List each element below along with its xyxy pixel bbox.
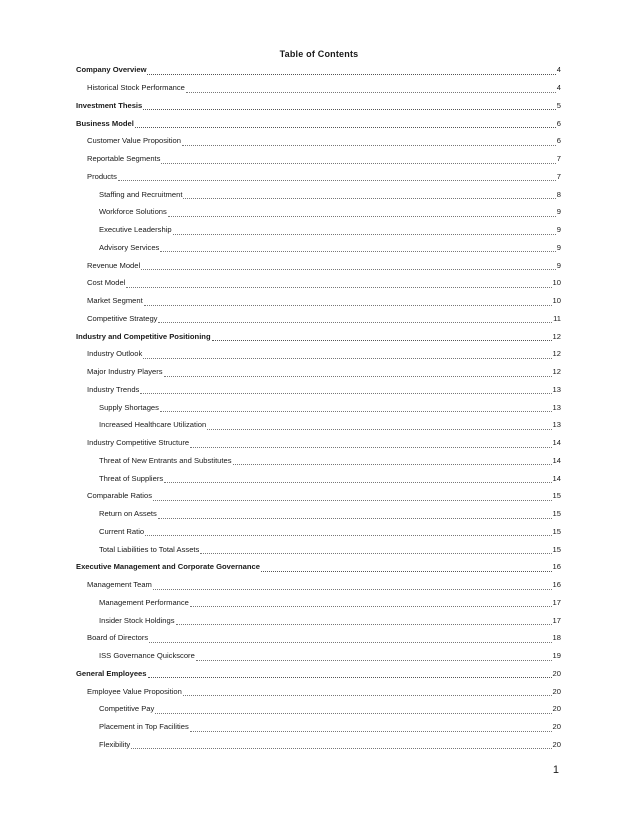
toc-entry-label: Executive Management and Corporate Governance (76, 562, 260, 572)
toc-entry-page-number: 15 (552, 509, 561, 519)
toc-entry-label: General Employees (76, 668, 147, 678)
toc-entry[interactable] (76, 97, 561, 115)
toc-entry-label: Staffing and Recruitment (99, 189, 183, 199)
dot-leader (160, 242, 555, 252)
toc-entry-page-number: 7 (556, 154, 561, 164)
toc-entry[interactable] (76, 469, 561, 487)
dot-leader (182, 136, 556, 146)
toc-entry-label: ISS Governance Quickscore (99, 651, 195, 661)
dot-leader (190, 438, 551, 448)
dot-leader (158, 509, 552, 519)
dot-leader (143, 349, 551, 359)
toc-entry[interactable] (76, 256, 561, 274)
toc-entry-label: Business Model (76, 118, 134, 128)
dot-leader (158, 313, 552, 323)
toc-entry[interactable] (76, 558, 561, 576)
toc-entry[interactable] (76, 611, 561, 629)
dot-leader (153, 491, 552, 501)
toc-entry-page-number: 14 (552, 473, 561, 483)
toc-entry-label: Threat of New Entrants and Substitutes (99, 455, 232, 465)
toc-entry[interactable] (76, 576, 561, 594)
dot-leader (153, 580, 552, 590)
dot-leader (135, 118, 556, 128)
toc-entry-page-number: 8 (556, 189, 561, 199)
toc-entry[interactable] (76, 310, 561, 328)
toc-entry-label: Industry and Competitive Positioning (76, 331, 211, 341)
toc-entry-page-number: 9 (556, 225, 561, 235)
toc-entry[interactable] (76, 239, 561, 257)
dot-leader (173, 225, 556, 235)
toc-entry[interactable] (76, 452, 561, 470)
toc-entry[interactable] (76, 700, 561, 718)
toc-entry[interactable] (76, 274, 561, 292)
toc-entry-label: Placement in Top Facilities (99, 722, 189, 732)
toc-entry[interactable] (76, 505, 561, 523)
toc-entry-page-number: 13 (552, 420, 561, 430)
dot-leader (140, 384, 551, 394)
toc-entry-page-number: 12 (552, 331, 561, 341)
toc-entry[interactable] (76, 434, 561, 452)
toc-entry-label: Comparable Ratios (87, 491, 152, 501)
toc-entry-page-number: 20 (552, 668, 561, 678)
dot-leader (176, 615, 552, 625)
toc-entry-page-number: 10 (552, 296, 561, 306)
toc-entry-page-number: 20 (552, 704, 561, 714)
toc-entry-label: Historical Stock Performance (87, 83, 185, 93)
toc-entry[interactable] (76, 594, 561, 612)
toc-entry-label: Market Segment (87, 296, 143, 306)
dot-leader (200, 544, 551, 554)
dot-leader (148, 668, 552, 678)
toc-entry-label: Advisory Services (99, 242, 160, 252)
toc-entry-page-number: 16 (552, 580, 561, 590)
dot-leader (161, 154, 555, 164)
dot-leader (196, 651, 552, 661)
toc-entry-label: Supply Shortages (99, 402, 159, 412)
toc-entry-label: Industry Competitive Structure (87, 438, 190, 448)
toc-entry-label: Increased Healthcare Utilization (99, 420, 207, 430)
toc-entry-page-number: 15 (552, 491, 561, 501)
dot-leader (155, 704, 551, 714)
dot-leader (233, 455, 552, 465)
toc-entry[interactable] (76, 168, 561, 186)
toc-entry-label: Employee Value Proposition (87, 686, 182, 696)
toc-entry[interactable] (76, 292, 561, 310)
dot-leader (190, 722, 552, 732)
page-title: Table of Contents (279, 49, 359, 59)
dot-leader (261, 562, 552, 572)
dot-leader (149, 633, 551, 643)
toc-entry-label: Current Ratio (99, 526, 145, 536)
dot-leader (131, 739, 551, 749)
toc-entry-page-number: 15 (552, 526, 561, 536)
toc-entry-page-number: 13 (552, 384, 561, 394)
toc-entry-page-number: 4 (556, 65, 561, 75)
toc-entry[interactable] (76, 150, 561, 168)
toc-entry-page-number: 12 (552, 367, 561, 377)
toc-entry-label: Return on Assets (99, 509, 157, 519)
toc-entry[interactable] (76, 540, 561, 558)
toc-entry-page-number: 20 (552, 686, 561, 696)
toc-entry[interactable] (76, 221, 561, 239)
toc-entry-page-number: 12 (552, 349, 561, 359)
toc-entry-label: Products (87, 171, 117, 181)
toc-entry-label: Insider Stock Holdings (99, 615, 175, 625)
toc-entry-page-number: 11 (553, 313, 561, 323)
dot-leader (144, 296, 552, 306)
toc-entry[interactable] (76, 61, 561, 79)
toc-entry-label: Reportable Segments (87, 154, 161, 164)
toc-entry-page-number: 9 (556, 207, 561, 217)
toc-entry[interactable] (76, 79, 561, 97)
toc-entry-page-number: 9 (556, 260, 561, 270)
toc-entry-page-number: 20 (552, 739, 561, 749)
dot-leader (160, 402, 552, 412)
toc-entry[interactable] (76, 629, 561, 647)
toc-entry[interactable] (76, 132, 561, 150)
dot-leader (190, 597, 552, 607)
toc-entry[interactable] (76, 381, 561, 399)
toc-entry-label: Revenue Model (87, 260, 141, 270)
toc-entry[interactable] (76, 398, 561, 416)
toc-entry[interactable] (76, 416, 561, 434)
dot-leader (164, 473, 551, 483)
toc-entry-page-number: 10 (552, 278, 561, 288)
dot-leader (168, 207, 556, 217)
toc-entry-label: Competitive Pay (99, 704, 155, 714)
toc-entry-page-number: 4 (556, 83, 561, 93)
toc-entry[interactable] (76, 363, 561, 381)
dot-leader (126, 278, 551, 288)
toc-entry-page-number: 7 (556, 171, 561, 181)
toc-entry-label: Executive Leadership (99, 225, 172, 235)
toc-entry-label: Major Industry Players (87, 367, 163, 377)
toc-entry-page-number: 16 (552, 562, 561, 572)
toc-entry-label: Flexibility (99, 739, 131, 749)
toc-entry-page-number: 15 (552, 544, 561, 554)
toc-entry-page-number: 19 (552, 651, 561, 661)
toc-entry-page-number: 20 (552, 722, 561, 732)
toc-entry[interactable] (76, 523, 561, 541)
page-number: 1 (552, 764, 559, 776)
toc-entry[interactable] (76, 487, 561, 505)
toc-entry-label: Total Liabilities to Total Assets (99, 544, 200, 554)
dot-leader (212, 331, 552, 341)
toc-list (76, 61, 561, 753)
toc-entry-label: Management Performance (99, 597, 189, 607)
dot-leader (186, 83, 556, 93)
toc-entry-page-number: 5 (556, 100, 561, 110)
toc-entry-label: Management Team (87, 580, 152, 590)
toc-entry-label: Workforce Solutions (99, 207, 167, 217)
toc-entry-page-number: 14 (552, 438, 561, 448)
toc-entry-label: Customer Value Proposition (87, 136, 181, 146)
toc-entry-page-number: 14 (552, 455, 561, 465)
dot-leader (183, 189, 555, 199)
toc-entry[interactable] (76, 114, 561, 132)
dot-leader (143, 100, 556, 110)
toc-entry[interactable] (76, 682, 561, 700)
toc-entry[interactable] (76, 647, 561, 665)
dot-leader (141, 260, 556, 270)
toc-entry[interactable] (76, 327, 561, 345)
toc-entry-page-number: 9 (556, 242, 561, 252)
dot-leader (207, 420, 551, 430)
toc-entry-page-number: 17 (552, 597, 561, 607)
toc-entry-page-number: 6 (556, 136, 561, 146)
dot-leader (183, 686, 552, 696)
toc-entry[interactable] (76, 185, 561, 203)
toc-entry[interactable] (76, 736, 561, 754)
toc-entry-label: Threat of Suppliers (99, 473, 164, 483)
toc-entry-label: Company Overview (76, 65, 147, 75)
dot-leader (145, 526, 551, 536)
toc-entry[interactable] (76, 203, 561, 221)
dot-leader (147, 65, 555, 75)
toc-entry-label: Cost Model (87, 278, 126, 288)
toc-entry[interactable] (76, 345, 561, 363)
toc-entry-label: Competitive Strategy (87, 313, 158, 323)
toc-entry[interactable] (76, 665, 561, 683)
toc-entry-page-number: 6 (556, 118, 561, 128)
toc-entry-label: Industry Outlook (87, 349, 143, 359)
toc-entry-page-number: 17 (552, 615, 561, 625)
toc-entry[interactable] (76, 718, 561, 736)
toc-entry-page-number: 13 (552, 402, 561, 412)
toc-entry-label: Investment Thesis (76, 100, 143, 110)
toc-entry-label: Industry Trends (87, 384, 140, 394)
dot-leader (164, 367, 552, 377)
toc-entry-label: Board of Directors (87, 633, 149, 643)
toc-entry-page-number: 18 (552, 633, 561, 643)
dot-leader (118, 171, 556, 181)
